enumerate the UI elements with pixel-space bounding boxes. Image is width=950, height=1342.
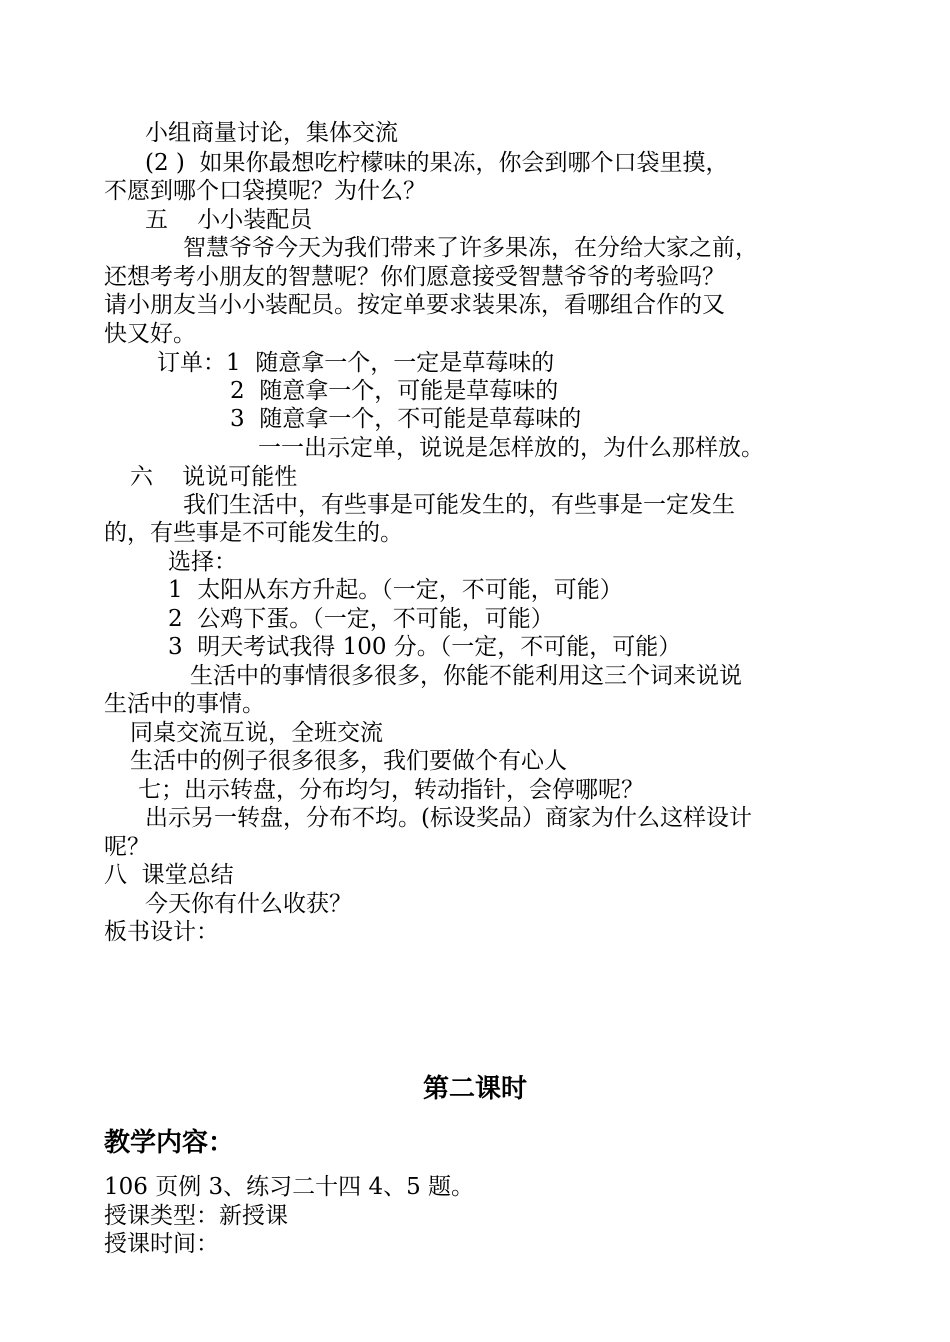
section-seven-line-2: 出示另一转盘，分布不均。(标设奖品）商家为什么这样设计 <box>145 805 752 831</box>
section-five-paragraph-line-4: 快又好。 <box>104 321 196 347</box>
section-six-title: 六 说说可能性 <box>130 464 298 490</box>
section-seven-line-1: 七；出示转盘，分布均匀，转动指针，会停哪呢？ <box>138 777 644 803</box>
section-five-paragraph-line-1: 智慧爷爷今天为我们带来了许多果冻，在分给大家之前， <box>183 235 758 261</box>
second-lesson-title: 第二课时 <box>422 1074 527 1104</box>
section-eight-line-1: 今天你有什么收获？ <box>145 891 352 917</box>
lesson-type: 授课类型：新授课 <box>104 1203 288 1229</box>
choice-item-1: 1 太阳从东方升起。（一定，不可能，可能） <box>168 577 623 603</box>
section-six-paragraph-line-2: 的，有些事是不可能发生的。 <box>104 520 403 546</box>
discussion-line-1: 小组商量讨论，集体交流 <box>145 120 398 146</box>
section-six-paragraph-line-1: 我们生活中，有些事是可能发生的，有些事是一定发生 <box>183 492 735 518</box>
discussion-line-3: 不愿到哪个口袋摸呢？为什么？ <box>104 178 426 204</box>
section-five-title: 五 小小装配员 <box>145 207 313 233</box>
choice-item-2: 2 公鸡下蛋。（一定，不可能，可能） <box>168 606 554 632</box>
section-seven-line-3: 呢？ <box>104 834 150 860</box>
choose-label: 选择： <box>168 549 237 575</box>
lesson-time: 授课时间： <box>104 1231 219 1257</box>
board-design-label: 板书设计： <box>104 919 219 945</box>
choice-item-3: 3 明天考试我得 100 分。（一定，不可能，可能） <box>168 634 682 660</box>
order-item-3: 3 随意拿一个，不可能是草莓味的 <box>230 406 582 432</box>
section-six-paragraph-line-5: 同桌交流互说，全班交流 <box>130 720 383 746</box>
order-item-2: 2 随意拿一个，可能是草莓味的 <box>230 378 559 404</box>
section-five-paragraph-line-2: 还想考考小朋友的智慧呢？你们愿意接受智慧爷爷的考验吗？ <box>104 264 725 290</box>
teaching-content-heading: 教学内容： <box>104 1128 235 1158</box>
section-six-paragraph-line-3: 生活中的事情很多很多，你能不能利用这三个词来说说 <box>190 663 742 689</box>
section-five-paragraph-line-3: 请小朋友当小小装配员。按定单要求装果冻，看哪组合作的又 <box>104 292 725 318</box>
teaching-content-text: 106 页例 3、练习二十四 4、5 题。 <box>104 1174 475 1200</box>
discussion-line-2: (2 ) 如果你最想吃柠檬味的果冻，你会到哪个口袋里摸， <box>145 150 729 176</box>
order-note: 一一出示定单，说说是怎样放的，为什么那样放。 <box>258 435 764 461</box>
section-six-paragraph-line-4: 生活中的事情。 <box>104 691 265 717</box>
order-item-1: 订单：1 随意拿一个，一定是草莓味的 <box>157 350 555 376</box>
section-six-paragraph-line-6: 生活中的例子很多很多，我们要做个有心人 <box>130 748 567 774</box>
section-eight-title: 八 课堂总结 <box>104 862 234 888</box>
